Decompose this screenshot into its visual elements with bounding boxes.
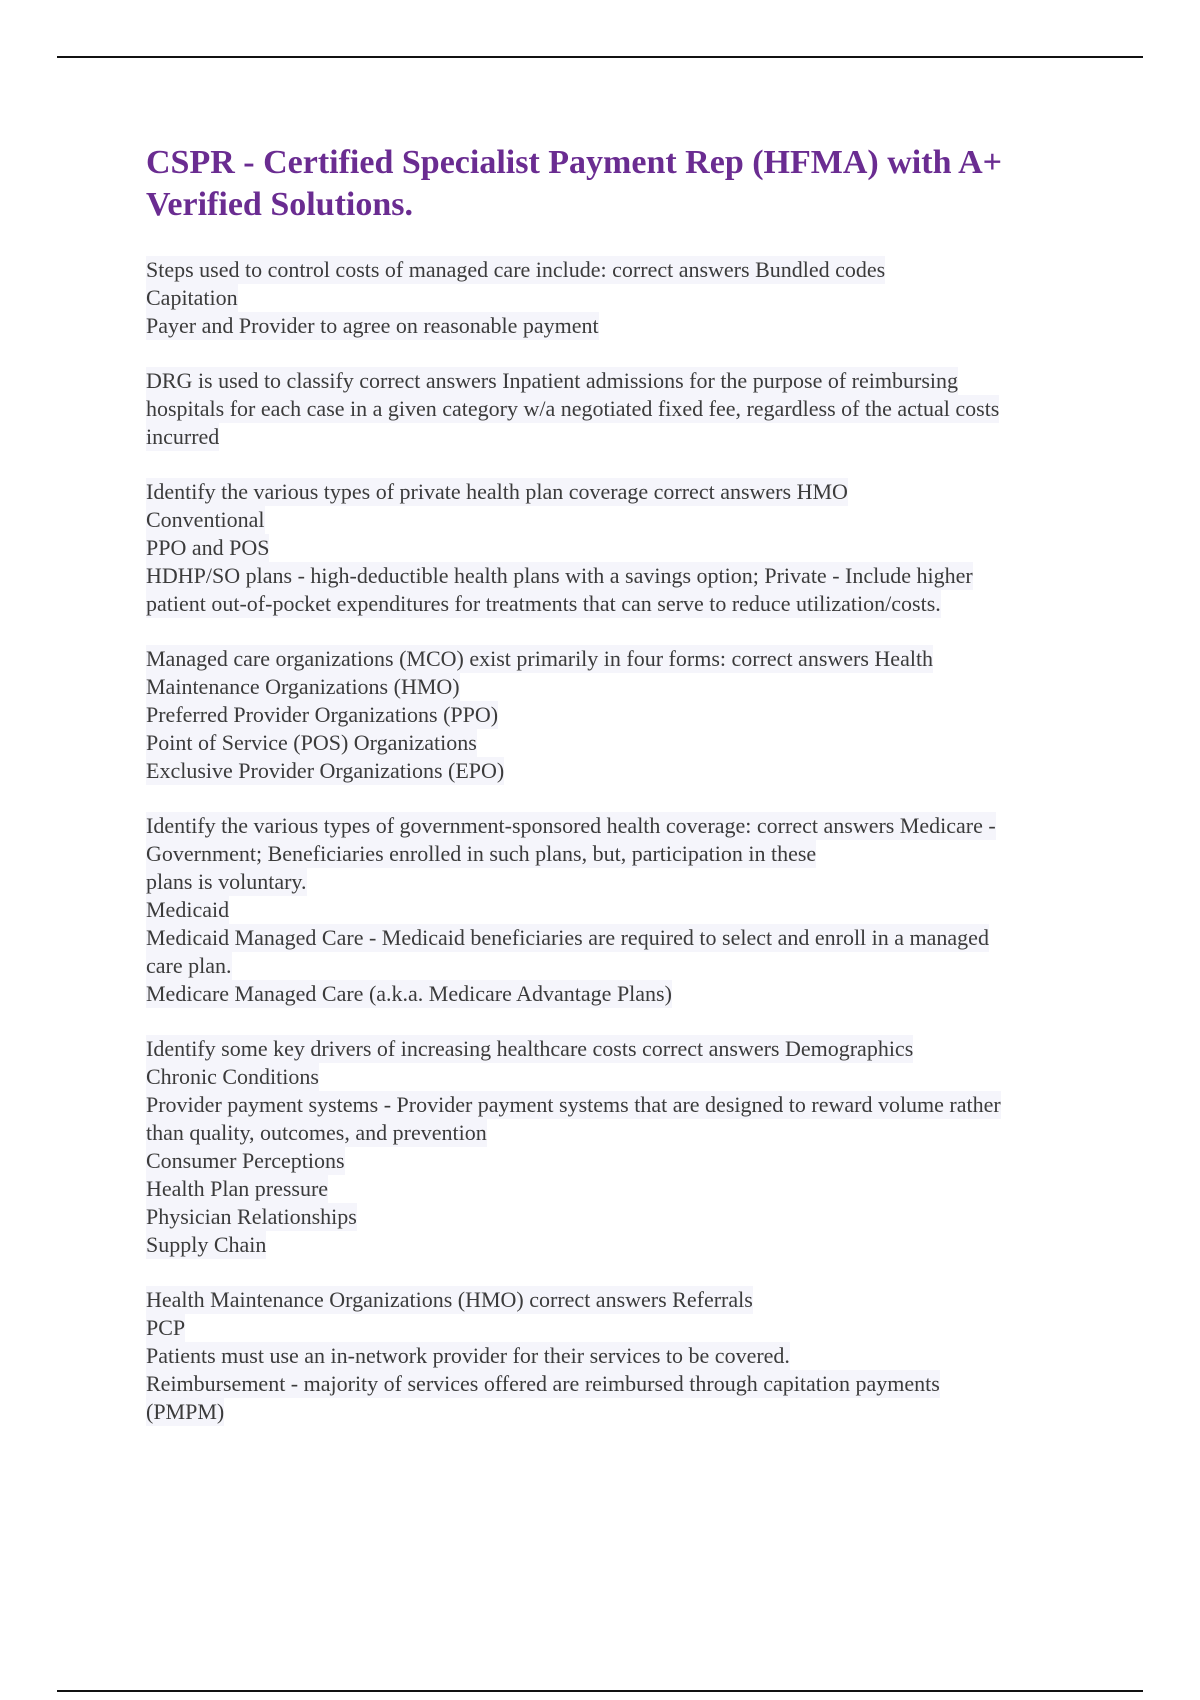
bottom-rule	[57, 1690, 1143, 1692]
qa-entry-cost-drivers	[146, 1035, 1091, 1259]
entry-line: plans is voluntary.	[146, 869, 307, 894]
entry-line: Government; Beneficiaries enrolled in such plans, but, participation in these	[146, 841, 817, 866]
entry-line: Steps used to control costs of managed care include: correct answers Bundled codes	[146, 257, 886, 282]
qa-entry-government-coverage	[146, 812, 1091, 1008]
entry-line: Health Maintenance Organizations (HMO) correct answers Referrals	[146, 1287, 753, 1312]
entry-line: Medicare Managed Care (a.k.a. Medicare Advantage Plans)	[146, 981, 672, 1006]
entry-line: Patients must use an in-network provider for their services to be covered.	[146, 1343, 790, 1368]
entry-line: incurred	[146, 424, 220, 449]
qa-entry-mco-forms	[146, 645, 1091, 785]
document-body	[146, 142, 1091, 1453]
entry-line: Medicaid	[146, 897, 230, 922]
entry-line: PPO and POS	[146, 535, 270, 560]
entry-line: Preferred Provider Organizations (PPO)	[146, 702, 499, 727]
entry-line: Consumer Perceptions	[146, 1148, 345, 1173]
qa-entry-drg	[146, 367, 1091, 451]
entry-line: Identify the various types of government-sponsored health coverage: correct answers Medicare -	[146, 813, 996, 838]
entry-line: (PMPM)	[146, 1399, 225, 1424]
entry-line: Maintenance Organizations (HMO)	[146, 674, 460, 699]
entry-line: DRG is used to classify correct answers Inpatient admissions for the purpose of reimbursing	[146, 368, 958, 393]
qa-entry-managed-care-costs	[146, 256, 1091, 340]
entry-line: hospitals for each case in a given category w/a negotiated fixed fee, regardless of the actual costs	[146, 396, 1000, 421]
entry-line: Capitation	[146, 285, 238, 310]
qa-entry-hmo	[146, 1286, 1091, 1426]
entry-line: Identify the various types of private health plan coverage correct answers HMO	[146, 479, 848, 504]
entry-line: Medicaid Managed Care - Medicaid beneficiaries are required to select and enroll in a managed	[146, 925, 989, 950]
entry-line: Chronic Conditions	[146, 1064, 319, 1089]
entry-line: Point of Service (POS) Organizations	[146, 730, 477, 755]
entry-line: Supply Chain	[146, 1232, 267, 1257]
entry-line: PCP	[146, 1315, 186, 1340]
entry-line: Exclusive Provider Organizations (EPO)	[146, 758, 505, 783]
qa-entry-private-coverage	[146, 478, 1091, 618]
entry-line: Physician Relationships	[146, 1204, 357, 1229]
entry-line: Health Plan pressure	[146, 1176, 329, 1201]
document-title: CSPR - Certified Specialist Payment Rep (HFMA) with A+ Verified Solutions.	[146, 144, 1003, 223]
entry-line: Provider payment systems - Provider payment systems that are designed to reward volume rather	[146, 1092, 1001, 1117]
entry-line: Identify some key drivers of increasing healthcare costs correct answers Demographics	[146, 1036, 914, 1061]
entry-line: care plan.	[146, 953, 232, 978]
entry-line: patient out-of-pocket expenditures for treatments that can serve to reduce utilization/costs.	[146, 591, 941, 616]
entry-line: HDHP/SO plans - high-deductible health plans with a savings option; Private - Include higher	[146, 563, 973, 588]
entry-line: than quality, outcomes, and prevention	[146, 1120, 487, 1145]
entry-line: Payer and Provider to agree on reasonable payment	[146, 313, 599, 338]
entry-line: Managed care organizations (MCO) exist primarily in four forms: correct answers Health	[146, 646, 934, 671]
entry-line: Reimbursement - majority of services offered are reimbursed through capitation payments	[146, 1371, 940, 1396]
entry-line: Conventional	[146, 507, 265, 532]
top-rule	[57, 56, 1143, 58]
